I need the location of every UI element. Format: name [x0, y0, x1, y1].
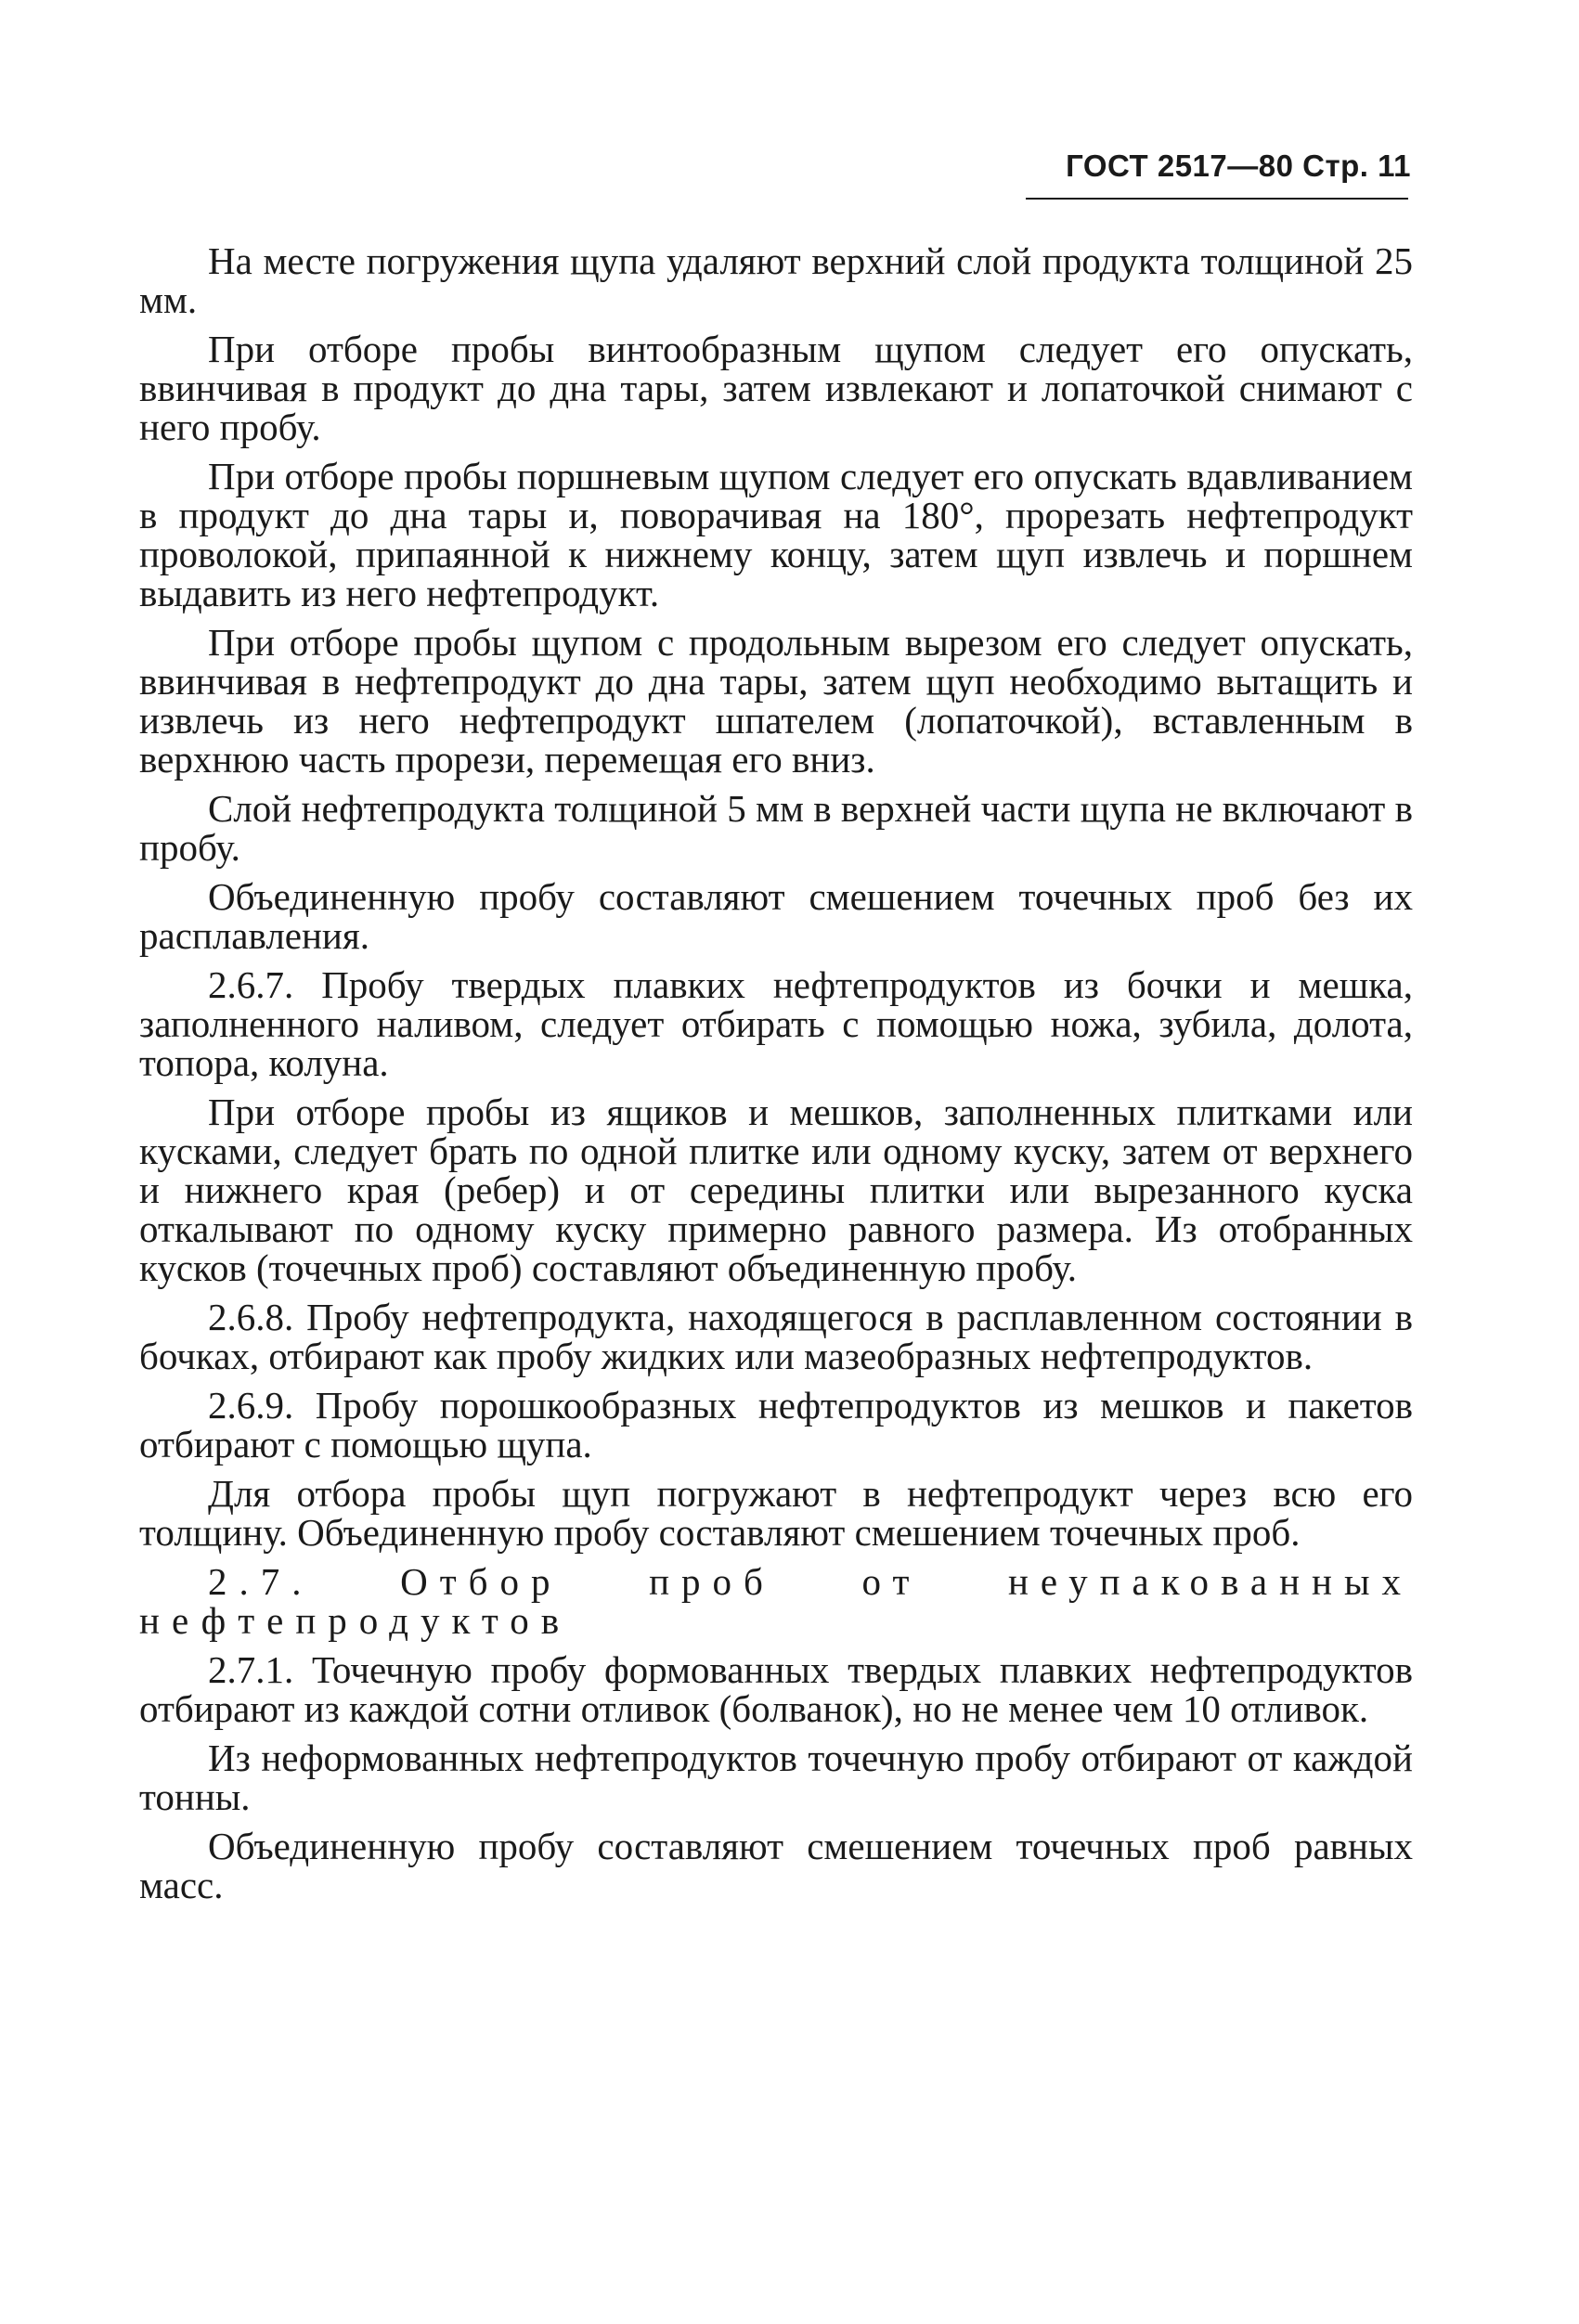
paragraph: При отборе пробы из ящиков и мешков, заполненных плитками или кусками, следует брать по одной плитке или одному куску, затем от верхнего и нижнего края (ребер) и от середины плитки или вырезанного куска откалывают по одному куску примерно равного размера. Из отобранных кусков (точечных проб) составляют объединенную пробу. — [139, 1091, 1413, 1289]
paragraph: При отборе пробы поршневым щупом следует его опускать вдавливанием в продукт до дна тары и, поворачивая на 180°, прорезать нефтепродукт проволокой, припаянной к нижнему концу, затем щуп извлечь и поршнем выдавить из него нефтепродукт. — [139, 455, 1413, 614]
document-body — [139, 241, 1413, 1915]
section-2-6-7: 2.6.7. Пробу твердых плавких нефтепродуктов из бочки и мешка, заполненного наливом, следует отбирать с помощью ножа, зубила, долота, топора, колуна. — [139, 963, 1413, 1084]
paragraph: При отборе пробы винтообразным щупом следует его опускать, ввинчивая в продукт до дна тары, затем извлекают и лопаточкой снимают с него пробу. — [139, 328, 1413, 448]
paragraph: На месте погружения щупа удаляют верхний слой продукта толщиной 25 мм. — [139, 239, 1413, 321]
section-2-6-8: 2.6.8. Пробу нефтепродукта, находящегося в расплавленном состоянии в бочках, отбирают как пробу жидких или мазеобразных нефтепродуктов. — [139, 1296, 1413, 1377]
paragraph: Слой нефтепродукта толщиной 5 мм в верхней части щупа не включают в пробу. — [139, 787, 1413, 869]
paragraph: Для отбора пробы щуп погружают в нефтепродукт через всю его толщину. Объединенную пробу составляют смешением точечных проб. — [139, 1472, 1413, 1554]
section-2-6-9: 2.6.9. Пробу порошкообразных нефтепродуктов из мешков и пакетов отбирают с помощью щупа. — [139, 1384, 1413, 1465]
paragraph: При отборе пробы щупом с продольным вырезом его следует опускать, ввинчивая в нефтепродукт до дна тары, затем щуп необходимо вытащить и извлечь из него нефтепродукт шпателем (лопаточкой), вставленным в верхнюю часть прорези, перемещая его вниз. — [139, 621, 1413, 781]
paragraph: Объединенную пробу составляют смешением точечных проб равных масс. — [139, 1825, 1413, 1906]
page-header: ГОСТ 2517—80 Стр. 11 — [1066, 148, 1411, 183]
paragraph: Из неформованных нефтепродуктов точечную пробу отбирают от каждой тонны. — [139, 1737, 1413, 1818]
header-rule — [1026, 198, 1408, 200]
section-2-7-1: 2.7.1. Точечную пробу формованных твердых плавких нефтепродуктов отбирают из каждой сотни отливок (болванок), но не менее чем 10 отливок. — [139, 1648, 1413, 1730]
paragraph: Объединенную пробу составляют смешением точечных проб без их расплавления. — [139, 875, 1413, 957]
section-heading-2-7: 2.7. Отбор проб от неупакованных нефтепродуктов — [139, 1560, 1413, 1642]
